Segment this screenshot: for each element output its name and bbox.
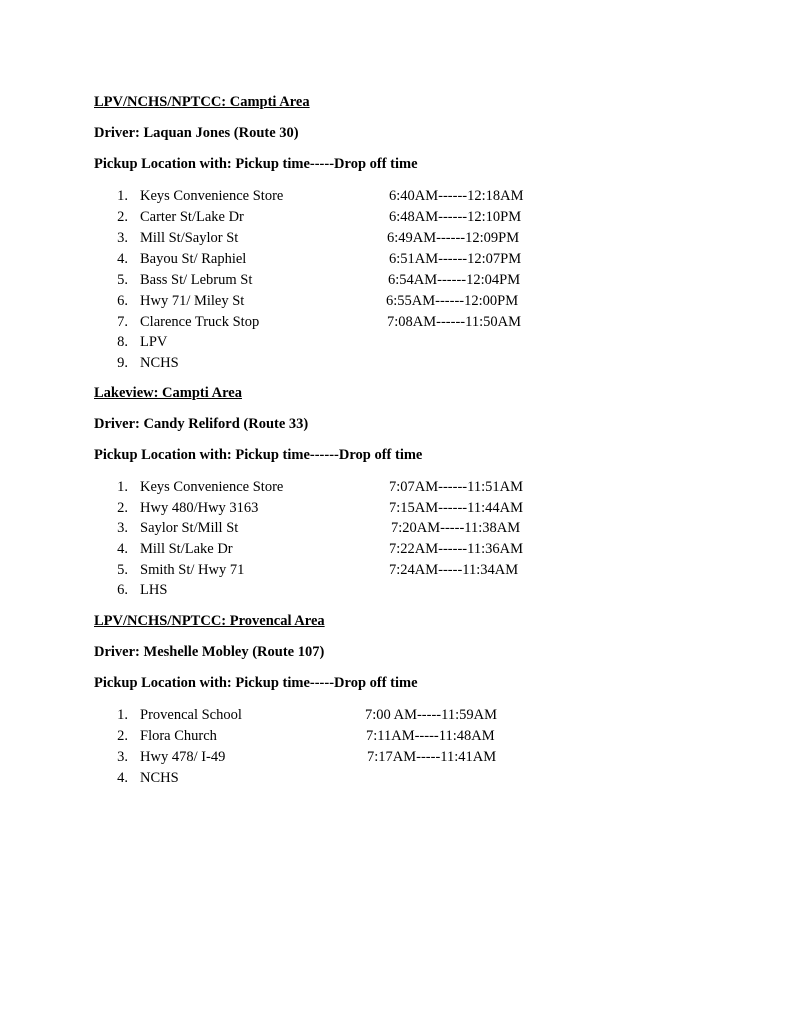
section-heading-provencal: LPV/NCHS/NPTCC: Provencal Area xyxy=(94,613,325,629)
stop-name: Carter St/Lake Dr xyxy=(140,209,244,225)
list-number: 4. xyxy=(117,770,128,786)
list-number: 3. xyxy=(117,230,128,246)
pickup-header: Pickup Location with: Pickup time-----Drop off time xyxy=(94,156,418,172)
list-number: 2. xyxy=(117,728,128,744)
list-number: 6. xyxy=(117,293,128,309)
list-number: 5. xyxy=(117,272,128,288)
stop-name: LHS xyxy=(140,582,168,598)
stop-name: Keys Convenience Store xyxy=(140,479,284,495)
stop-name: Mill St/Saylor St xyxy=(140,230,239,246)
stop-name: Bayou St/ Raphiel xyxy=(140,251,247,267)
stop-time: 6:51AM------12:07PM xyxy=(389,251,522,267)
stop-name: LPV xyxy=(140,334,168,350)
stop-time: 7:24AM-----11:34AM xyxy=(389,562,519,578)
list-number: 3. xyxy=(117,520,128,536)
list-number: 1. xyxy=(117,188,128,204)
list-number: 3. xyxy=(117,749,128,765)
stop-name: Hwy 478/ I-49 xyxy=(140,749,226,765)
stop-time: 6:40AM------12:18AM xyxy=(389,188,524,204)
driver-line: Driver: Laquan Jones (Route 30) xyxy=(94,125,299,141)
stop-time: 7:11AM-----11:48AM xyxy=(366,728,495,744)
stop-time: 7:00 AM-----11:59AM xyxy=(365,707,497,723)
section-heading-campti-lpv: LPV/NCHS/NPTCC: Campti Area xyxy=(94,94,310,110)
list-number: 2. xyxy=(117,500,128,516)
list-number: 8. xyxy=(117,334,128,350)
driver-line: Driver: Candy Reliford (Route 33) xyxy=(94,416,309,432)
stop-name: Saylor St/Mill St xyxy=(140,520,239,536)
list-number: 2. xyxy=(117,209,128,225)
pickup-header: Pickup Location with: Pickup time-----Drop off time xyxy=(94,675,418,691)
list-number: 1. xyxy=(117,707,128,723)
stop-name: Hwy 480/Hwy 3163 xyxy=(140,500,259,516)
list-number: 4. xyxy=(117,541,128,557)
stop-time: 6:48AM------12:10PM xyxy=(389,209,522,225)
stop-time: 7:22AM------11:36AM xyxy=(389,541,523,557)
stop-time: 7:07AM------11:51AM xyxy=(389,479,523,495)
list-number: 9. xyxy=(117,355,128,371)
stop-name: Mill St/Lake Dr xyxy=(140,541,233,557)
list-number: 5. xyxy=(117,562,128,578)
list-number: 6. xyxy=(117,582,128,598)
stop-name: Flora Church xyxy=(140,728,217,744)
list-number: 1. xyxy=(117,479,128,495)
stop-time: 6:55AM------12:00PM xyxy=(386,293,519,309)
section-heading-lakeview: Lakeview: Campti Area xyxy=(94,385,242,401)
stop-time: 6:54AM------12:04PM xyxy=(388,272,521,288)
list-number: 7. xyxy=(117,314,128,330)
driver-line: Driver: Meshelle Mobley (Route 107) xyxy=(94,644,325,660)
pickup-header: Pickup Location with: Pickup time------Drop off time xyxy=(94,447,423,463)
stop-name: NCHS xyxy=(140,770,179,786)
stop-time: 6:49AM------12:09PM xyxy=(387,230,520,246)
stop-name: Hwy 71/ Miley St xyxy=(140,293,245,309)
stop-time: 7:15AM------11:44AM xyxy=(389,500,523,516)
list-number: 4. xyxy=(117,251,128,267)
stop-time: 7:17AM-----11:41AM xyxy=(367,749,497,765)
stop-time: 7:08AM------11:50AM xyxy=(387,314,521,330)
stop-name: Bass St/ Lebrum St xyxy=(140,272,253,288)
stop-name: Provencal School xyxy=(140,707,242,723)
stop-name: Keys Convenience Store xyxy=(140,188,284,204)
stop-time: 7:20AM-----11:38AM xyxy=(391,520,521,536)
stop-name: Clarence Truck Stop xyxy=(140,314,260,330)
stop-name: NCHS xyxy=(140,355,179,371)
stop-name: Smith St/ Hwy 71 xyxy=(140,562,245,578)
